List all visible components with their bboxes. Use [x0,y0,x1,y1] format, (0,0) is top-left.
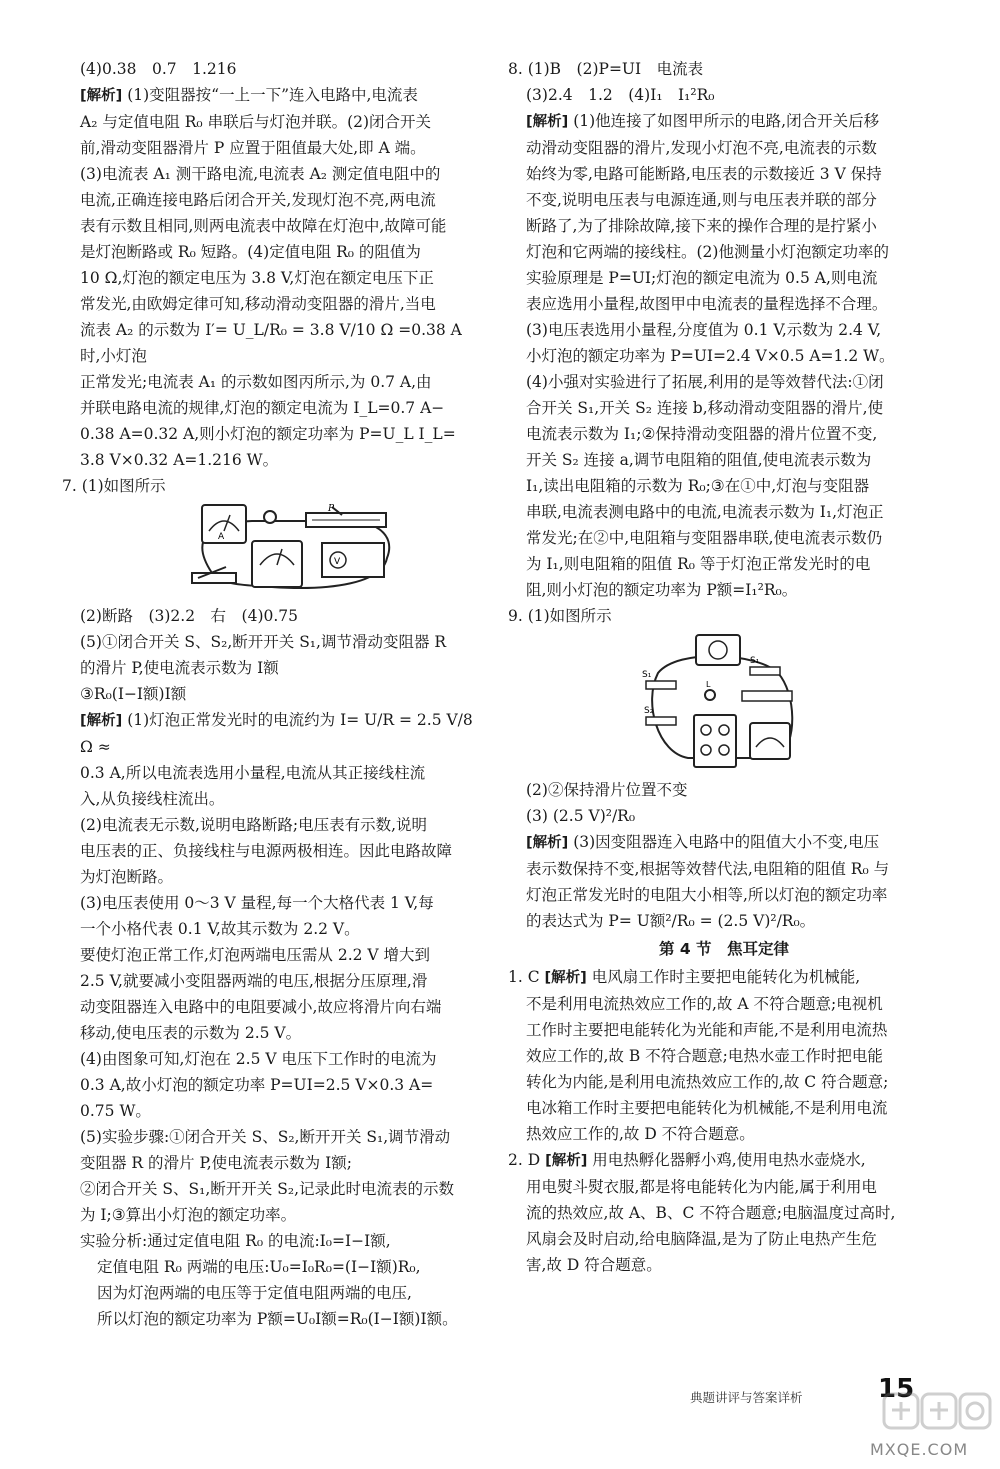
line-text: (5)实验步骤:①闭合开关 S、S₂,断开开关 S₁,调节滑动 [80,1128,451,1146]
right-text-line [508,882,940,908]
line-text: 定值电阻 R₀ 两端的电压:U₀=I₀R₀=(I−I额)R₀, [97,1258,421,1276]
line-text: 常发光,由欧姆定律可知,移动滑动变阻器的滑片,当电 [80,295,436,313]
line-text: (3) (2.5 V)²/R₀ [526,807,636,825]
svg-text:S₁: S₁ [750,656,760,666]
circuit-diagram-q9-icon [638,633,798,773]
right-text-line [508,603,940,629]
line-text: 电流表示数为 I₁;②保持滑动变阻器的滑片位置不变, [526,425,878,443]
line-text: 阻,则小灯泡的额定功率为 P额=I₁²R₀。 [526,581,798,599]
left-text-line [62,942,480,968]
line-text: 流的热效应,故 A、B、C 不符合题意;电脑温度过高时, [526,1204,896,1222]
line-text: 热效应工作的,故 D 不符合题意。 [526,1125,755,1143]
left-text-line [62,655,480,681]
right-text-line [508,447,940,473]
left-text-line [62,369,480,395]
right-text-line [508,1147,940,1174]
line-text: 电压表的正、负接线柱与电源两极相连。因此电路故障 [80,842,453,860]
line-text: 动变阻器连入电路中的电阻要减小,故应将滑片向右端 [80,998,442,1016]
line-text: (4)0.38 0.7 1.216 [80,60,237,78]
line-text: 前,滑动变阻器滑片 P 应置于阻值最大处,即 A 端。 [80,139,426,157]
line-text: 1. C [508,968,545,986]
line-text: 表示数保持不变,根据等效替代法,电阻箱的阻值 R₀ 与 [526,860,890,878]
left-figure [182,503,422,599]
left-text-line [62,56,480,82]
right-text-line [508,1252,940,1278]
line-text: 灯泡正常发光时的电阻大小相等,所以灯泡的额定功率 [526,886,888,904]
right-text-line [508,499,940,525]
left-text-line [62,82,480,109]
watermark-text: MXQE.COM [870,1440,969,1459]
line-text: 害,故 D 符合题意。 [526,1256,662,1274]
line-text: 电流,正确连接电路后闭合开关,发现灯泡不亮,两电流 [80,191,436,209]
right-text-line [508,1017,940,1043]
analysis-tag: [解析] [80,88,123,104]
left-text-line [62,707,480,760]
left-text-line [62,786,480,812]
svg-text:A: A [218,532,225,542]
right-text-line [508,964,940,991]
left-text-line [62,1202,480,1228]
analysis-tag: [解析] [545,1153,588,1169]
line-text: (3)因变阻器连入电路中的阻值大小不变,电压 [568,833,880,851]
line-text: 不是利用电流热效应工作的,故 A 不符合题意;电视机 [526,995,883,1013]
line-text: 正常发光;电流表 A₁ 的示数如图丙所示,为 0.7 A,由 [80,373,432,391]
line-text: 8. (1)B (2)P=UI 电流表 [508,60,704,78]
line-text: ③R₀(I−I额)I额 [80,685,187,703]
line-text: 0.3 A,所以电流表选用小量程,电流从其正接线柱流 [80,764,426,782]
svg-text:S₁: S₁ [642,670,652,680]
right-text-line [508,577,940,603]
left-text-line [62,265,480,291]
line-text: 7. (1)如图所示 [62,477,166,495]
line-text: 风扇会及时启动,给电脑降温,是为了防止电热产生危 [526,1230,877,1248]
right-text-line [508,1121,940,1147]
right-text-line [508,108,940,135]
left-text-line [62,1150,480,1176]
line-text: 转化为内能,是利用电流热效应工作的,故 C 符合题意; [526,1073,889,1091]
svg-text:L: L [706,680,711,689]
analysis-tag: [解析] [544,970,587,986]
line-text: 电风扇工作时主要把电能转化为机械能, [586,968,861,986]
line-text: (3)电压表使用 0～3 V 量程,每一个大格代表 1 V,每 [80,894,434,912]
right-text-line [508,161,940,187]
svg-text:S₂: S₂ [644,706,654,716]
left-text-line [62,135,480,161]
line-text: 效应工作的,故 B 不符合题意;电热水壶工作时把电能 [526,1047,883,1065]
footer-book-title: 典题讲评与答案详析 [690,1390,803,1405]
left-text-line [62,1046,480,1072]
line-text: (2)断路 (3)2.2 右 (4)0.75 [80,607,299,625]
line-text: 9. (1)如图所示 [508,607,612,625]
right-text-line [508,991,940,1017]
line-text: 0.38 A=0.32 A,则小灯泡的额定功率为 P=U_L I_L= [80,425,456,443]
left-text-line [62,239,480,265]
line-text: 为灯泡断路。 [80,868,174,886]
left-text-line [62,447,480,473]
section-heading: 第 4 节 焦耳定律 [658,940,790,958]
line-text: (3)电压表选用小量程,分度值为 0.1 V,示数为 2.4 V, [526,321,882,339]
left-text-line [62,109,480,135]
line-text: 移动,使电压表的示数为 2.5 V。 [80,1024,302,1042]
right-text-line [508,265,940,291]
line-text: (2)②保持滑片位置不变 [526,781,688,799]
line-text: 的表达式为 P= U额²/R₀ = (2.5 V)²/R₀。 [526,912,816,930]
line-text: 工作时主要把电能转化为光能和声能,不是利用电流热 [526,1021,888,1039]
left-text-line [62,890,480,916]
line-text: ②闭合开关 S、S₁,断开开关 S₂,记录此时电流表的示数 [80,1180,454,1198]
line-text: 开关 S₂ 连接 a,调节电阻箱的阻值,使电流表示数为 [526,451,872,469]
right-text-line [508,317,940,343]
line-text: 为 I₁,则电阻箱的阻值 R₀ 等于灯泡正常发光时的电 [526,555,871,573]
line-text: 10 Ω,灯泡的额定电压为 3.8 V,灯泡在额定电压下正 [80,269,434,287]
right-text-line [508,291,940,317]
analysis-tag: [解析] [526,835,569,851]
line-text: 用电熨斗熨衣服,都是将电能转化为内能,属于利用电 [526,1178,877,1196]
line-text: (4)由图象可知,灯泡在 2.5 V 电压下工作时的电流为 [80,1050,437,1068]
line-text: 0.3 A,故小灯泡的额定功率 P=UI=2.5 V×0.3 A= [80,1076,434,1094]
left-text-line [62,1254,480,1280]
line-text: 入,从负接线柱流出。 [80,790,225,808]
right-text-line [508,213,940,239]
line-text: 表有示数且相同,则两电流表中故障在灯泡中,故障可能 [80,217,447,235]
line-text: (1)灯泡正常发光时的电流约为 I= U/R = 2.5 V/8 Ω ≈ [80,711,478,756]
line-text: 实验分析:通过定值电阻 R₀ 的电流:I₀=I−I额, [80,1232,391,1250]
left-text-line [62,187,480,213]
line-text: 断路了,为了排除故障,接下来的操作合理的是拧紧小 [526,217,877,235]
left-text-line [62,421,480,447]
right-text-line [508,1226,940,1252]
line-text: 小灯泡的额定功率为 P=UI=2.4 V×0.5 A=1.2 W。 [526,347,895,365]
line-text: 为 I;③算出小灯泡的额定功率。 [80,1206,297,1224]
line-text: I₁,读出电阻箱的示数为 R₀;③在①中,灯泡与变阻器 [526,477,870,495]
left-text-line [62,603,480,629]
right-text-line [508,1043,940,1069]
right-text-line [508,343,940,369]
analysis-tag: [解析] [80,713,123,729]
left-text-line [62,1098,480,1124]
line-text: 2. D [508,1151,546,1169]
line-text: 串联,电流表测电路中的电流,电流表示数为 I₁,灯泡正 [526,503,884,521]
line-text: 合开关 S₁,开关 S₂ 连接 b,移动滑动变阻器的滑片,使 [526,399,884,417]
right-text-line [508,1095,940,1121]
line-text: 0.75 W。 [80,1102,151,1120]
right-text-line [508,395,940,421]
line-text: 2.5 V,就要减小变阻器两端的电压,根据分压原理,滑 [80,972,428,990]
left-text-line [62,291,480,317]
line-text: 表应选用小量程,故图甲中电流表的量程选择不合理。 [526,295,888,313]
left-text-line [62,760,480,786]
right-figure [638,633,798,773]
right-text-line [508,1174,940,1200]
right-text-line [508,82,940,108]
line-text: 是灯泡断路或 R₀ 短路。(4)定值电阻 R₀ 的阻值为 [80,243,421,261]
right-text-line [508,829,940,856]
right-text-line [508,239,940,265]
left-text-line [62,994,480,1020]
line-text: 始终为零,电路可能断路,电压表的示数接近 3 V 保持 [526,165,882,183]
left-text-line [62,916,480,942]
line-text: (4)小强对实验进行了拓展,利用的是等效替代法:①闭 [526,373,884,391]
line-text: (3)2.4 1.2 (4)I₁ I₁²R₀ [526,86,715,104]
left-text-line [62,1228,480,1254]
left-text-line [62,1072,480,1098]
left-text-line [62,1280,480,1306]
line-text: (1)变阻器按“一上一下”连入电路中,电流表 [122,86,418,104]
left-text-line [62,681,480,707]
line-text: 的滑片 P,使电流表示数为 I额 [80,659,279,677]
right-text-line [508,135,940,161]
line-text: 电冰箱工作时主要把电能转化为机械能,不是利用电流 [526,1099,888,1117]
line-text: 用电热孵化器孵小鸡,使用电热水壶烧水, [587,1151,866,1169]
left-text-line [62,1124,480,1150]
line-text: 要使灯泡正常工作,灯泡两端电压需从 2.2 V 增大到 [80,946,431,964]
line-text: 动滑动变阻器的滑片,发现小灯泡不亮,电流表的示数 [526,139,877,157]
right-text-line [508,56,940,82]
left-text-line [62,395,480,421]
circuit-diagram-q7-icon [182,503,422,599]
right-text-line [508,525,940,551]
line-text: 实验原理是 P=UI;灯泡的额定电流为 0.5 A,则电流 [526,269,878,287]
line-text: 并联电路电流的规律,灯泡的额定电流为 I_L=0.7 A− [80,399,445,417]
left-column [62,56,480,1332]
left-text-line [62,473,480,499]
left-text-line [62,1176,480,1202]
left-text-line [62,838,480,864]
line-text: 流表 A₂ 的示数为 I′= U_L/R₀ = 3.8 V/10 Ω =0.38 A 时,小灯泡 [80,321,467,365]
right-text-line [508,777,940,803]
left-text-line [62,864,480,890]
line-text: 不变,说明电压表与电源连通,则与电压表并联的部分 [526,191,877,209]
right-text-line [508,369,940,395]
line-text: 因为灯泡两端的电压等于定值电阻两端的电压, [97,1284,412,1302]
left-text-line [62,317,480,369]
left-text-line [62,968,480,994]
line-text: (1)他连接了如图甲所示的电路,闭合开关后移 [568,112,880,130]
line-text: (3)电流表 A₁ 测干路电流,电流表 A₂ 测定值电阻中的 [80,165,441,183]
left-text-line [62,161,480,187]
line-text: 一个小格代表 0.1 V,故其示数为 2.2 V。 [80,920,360,938]
right-text-line [508,187,940,213]
left-text-line [62,1306,480,1332]
line-text: A₂ 与定值电阻 R₀ 串联后与灯泡并联。(2)闭合开关 [80,113,432,131]
page-number: 15 [878,1374,915,1404]
line-text: 常发光;在②中,电阻箱与变阻器串联,使电流表示数仍 [526,529,883,547]
right-text-line [508,856,940,882]
right-column [508,56,940,1278]
line-text: 3.8 V×0.32 A=1.216 W。 [80,451,279,469]
left-text-line [62,1020,480,1046]
line-text: (2)电流表无示数,说明电路断路;电压表有示数,说明 [80,816,428,834]
line-text: 变阻器 R 的滑片 P,使电流表示数为 I额; [80,1154,352,1172]
svg-text:P: P [328,504,335,514]
line-text: 所以灯泡的额定功率为 P额=U₀I额=R₀(I−I额)I额。 [97,1310,458,1328]
right-text-line [508,421,940,447]
line-text: 灯泡和它两端的接线柱。(2)他测量小灯泡额定功率的 [526,243,889,261]
right-text-line [508,1200,940,1226]
right-text-line [508,908,940,934]
right-text-line [508,1069,940,1095]
right-text-line [508,551,940,577]
left-text-line [62,213,480,239]
left-text-line [62,629,480,655]
right-text-line [508,473,940,499]
right-text-line [508,803,940,829]
line-text: (5)①闭合开关 S、S₂,断开开关 S₁,调节滑动变阻器 R [80,633,447,651]
left-text-line [62,812,480,838]
analysis-tag: [解析] [526,114,569,130]
svg-text:V: V [334,557,341,567]
